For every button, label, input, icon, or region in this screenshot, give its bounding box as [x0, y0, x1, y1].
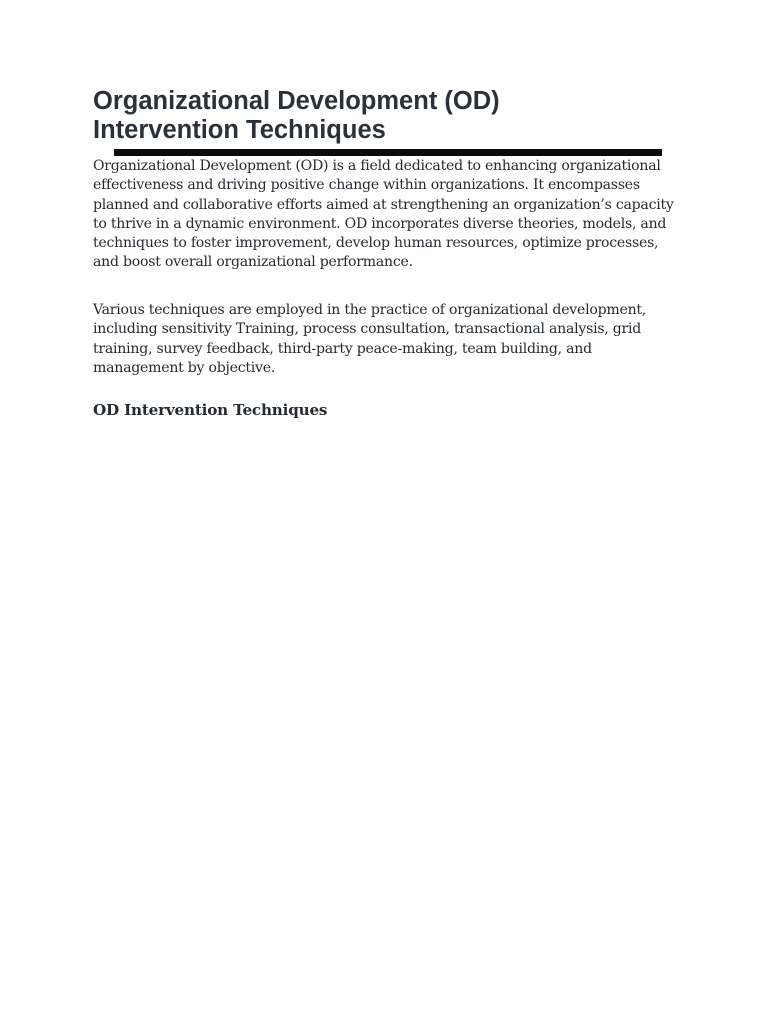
section-heading: OD Intervention Techniques	[93, 401, 328, 419]
intro-paragraph: Organizational Development (OD) is a field dedicated to enhancing organizational effectiveness and driving positive change within organizations. It encompasses planned and collaborative efforts aimed at strengthening an organization’s capacity to thrive in a dynamic environment. OD incorporates diverse theories, models, and techniques to foster improvement, develop human resources, optimize processes, and boost overall organizational performance.	[93, 158, 674, 271]
page-title-line-2: Intervention Techniques	[93, 116, 386, 144]
page-title	[93, 87, 693, 145]
title-underline-rule	[114, 149, 662, 156]
page-title-line-1: Organizational Development (OD)	[93, 87, 500, 115]
techniques-paragraph: Various techniques are employed in the practice of organizational development, including sensitivity Training, process consultation, transactional analysis, grid training, survey feedback, third-party peace-making, team building, and management by objective.	[93, 302, 647, 376]
